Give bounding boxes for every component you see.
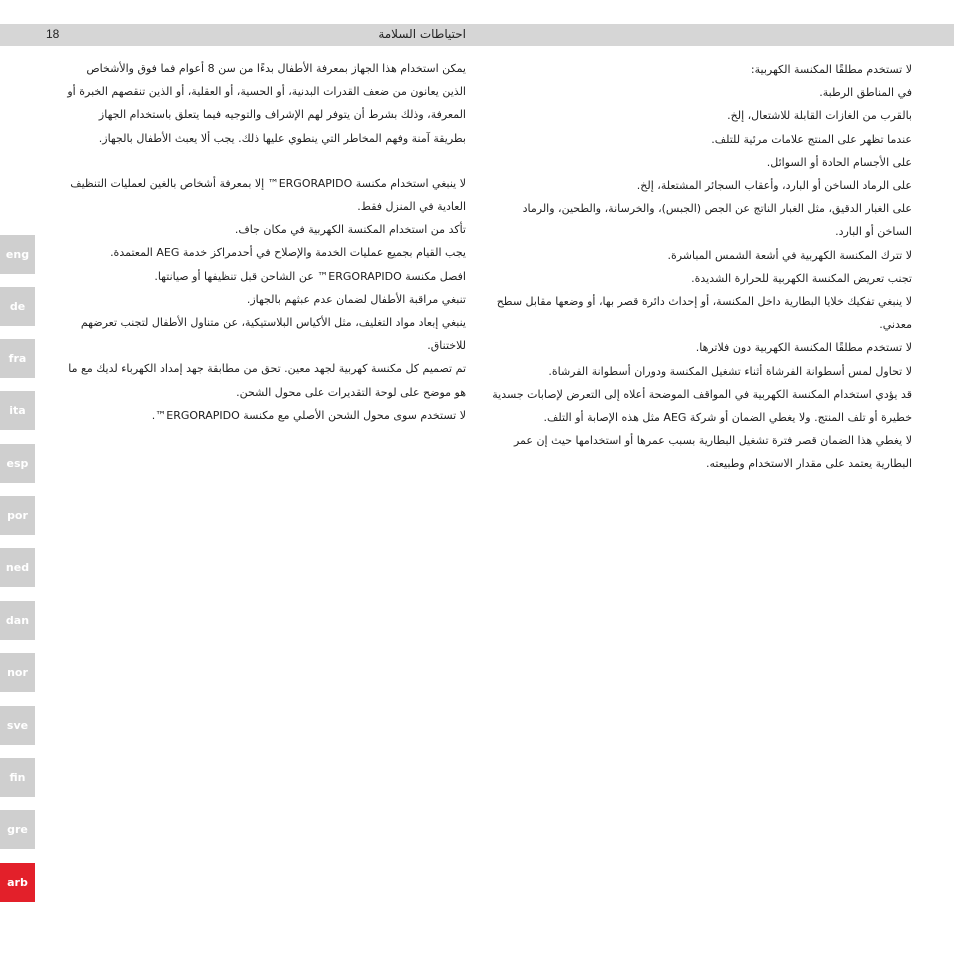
paragraph: بالقرب من الغازات القابلة للاشتعال، إلخ. bbox=[727, 109, 912, 123]
lang-tab-fra[interactable] bbox=[0, 339, 35, 378]
lang-tab-label: por bbox=[7, 509, 28, 522]
section-title: احتياطات السلامة bbox=[378, 27, 466, 41]
lang-tab-label: sve bbox=[6, 719, 29, 732]
lang-tab-sve[interactable] bbox=[0, 706, 35, 745]
lang-tab-dan[interactable] bbox=[0, 601, 35, 640]
lang-tab-label: arb bbox=[7, 876, 28, 889]
lang-tab-eng[interactable] bbox=[0, 235, 35, 274]
lang-tab-label: dan bbox=[5, 614, 30, 627]
lang-tab-label: ita bbox=[9, 404, 26, 417]
paragraph: لا تترك المكنسة الكهربية في أشعة الشمس المباشرة. bbox=[667, 248, 912, 262]
paragraph: ينبغي إبعاد مواد التغليف، مثل الأكياس البلاستيكية، عن متناول الأطفال لتجنب تعرضهم للاختناق. bbox=[80, 316, 466, 353]
paragraph: لا يغطي هذا الضمان قصر فترة تشغيل البطارية بسبب عمرها أو استخدامها حيث إن عمر البطارية يعتمد على مقدار الاستخدام وطبيعته. bbox=[513, 434, 912, 471]
lang-tab-label: fin bbox=[9, 771, 26, 784]
lang-tab-label: nor bbox=[7, 666, 28, 679]
lang-tab-ita[interactable] bbox=[0, 391, 35, 430]
lang-tab-label: fra bbox=[8, 352, 27, 365]
spacer bbox=[66, 150, 466, 172]
lang-tab-gre[interactable] bbox=[0, 810, 35, 849]
intro-paragraph: يمكن استخدام هذا الجهاز بمعرفة الأطفال بدءًا من سن 8 أعوام فما فوق والأشخاص الذين يعانون من ضعف القدرات البدنية، أو الحسية، أو العقلية، أو الذين تنقصهم الخبرة أو المعرفة، وذلك بشرط أن يتوفر لهم الإشراف والتوجيه فيما يتعلق باستخدام الجهاز بطريقة آمنة وفهم المخاطر التي ينطوي عليها ذلك. يجب ألا يعبث الأطفال بالجهاز. bbox=[67, 62, 466, 145]
lang-tab-label: gre bbox=[7, 823, 28, 836]
paragraph: لا تستخدم سوى محول الشحن الأصلي مع مكنسة ERGORAPIDO™. bbox=[151, 408, 466, 422]
page-number: 18 bbox=[46, 27, 60, 41]
paragraph: لا ينبغي تفكيك خلايا البطارية داخل المكنسة، أو إحداث دائرة قصر بها، أو وضعها مقابل سطح معدني. bbox=[496, 295, 912, 332]
left-column bbox=[66, 57, 466, 427]
lang-tab-nor[interactable] bbox=[0, 653, 35, 692]
lang-tab-label: ned bbox=[5, 561, 30, 574]
lang-tab-de[interactable] bbox=[0, 287, 35, 326]
lang-tab-por[interactable] bbox=[0, 496, 35, 535]
paragraph: تأكد من استخدام المكنسة الكهربية في مكان جاف. bbox=[234, 223, 466, 237]
paragraph: على الرماد الساخن أو البارد، وأعقاب السجائر المشتعلة، إلخ. bbox=[636, 179, 912, 193]
lang-tab-fin[interactable] bbox=[0, 758, 35, 797]
lang-tab-arb[interactable] bbox=[0, 863, 35, 902]
right-column bbox=[487, 58, 912, 476]
paragraph: تجنب تعريض المكنسة الكهربية للحرارة الشديدة. bbox=[691, 271, 912, 285]
header-bar bbox=[0, 24, 954, 46]
paragraph: لا تستخدم مطلقًا المكنسة الكهربية: bbox=[750, 63, 912, 76]
paragraph: على الغبار الدقيق، مثل الغبار الناتج عن الجص (الجبس)، والخرسانة، والطحين، والرماد الساخن أو البارد. bbox=[522, 202, 912, 239]
paragraph: على الأجسام الحادة أو السوائل. bbox=[766, 155, 912, 169]
paragraph: لا تستخدم مطلقًا المكنسة الكهربية دون فلاترها. bbox=[695, 341, 912, 355]
lang-tab-esp[interactable] bbox=[0, 444, 35, 483]
paragraph: تنبغي مراقبة الأطفال لضمان عدم عبثهم بالجهاز. bbox=[246, 292, 466, 306]
lang-tab-label: eng bbox=[5, 248, 30, 261]
paragraph: لا ينبغي استخدام مكنسة ERGORAPIDO™ إلا بمعرفة أشخاص بالغين لعمليات التنظيف العادية في المنزل فقط. bbox=[70, 176, 466, 214]
paragraph: لا تحاول لمس أسطوانة الفرشاة أثناء تشغيل المكنسة ودوران أسطوانة الفرشاة. bbox=[548, 364, 912, 378]
paragraph: افصل مكنسة ERGORAPIDO™ عن الشاحن قبل تنظيفها أو صيانتها. bbox=[154, 269, 466, 283]
lang-tab-ned[interactable] bbox=[0, 548, 35, 587]
paragraph: تم تصميم كل مكنسة كهربية لجهد معين. تحق من مطابقة جهد إمداد الكهرباء لديك مع ما هو موضح على لوحة التقديرات على محول الشحن. bbox=[68, 362, 466, 399]
paragraph: عندما تظهر على المنتج علامات مرئية للتلف. bbox=[711, 132, 912, 146]
lang-tab-label: de bbox=[9, 300, 26, 313]
paragraph: يجب القيام بجميع عمليات الخدمة والإصلاح في أحدمراكز خدمة AEG المعتمدة. bbox=[110, 246, 466, 260]
paragraph: في المناطق الرطبة. bbox=[819, 86, 912, 100]
lang-tab-label: esp bbox=[6, 457, 29, 470]
paragraph: قد يؤدي استخدام المكنسة الكهربية في المواقف الموضحة أعلاه إلى التعرض لإصابات جسدية خطيرة أو تلف المنتج. ولا يغطي الضمان أو شركة AEG مثل هذه الإصابة أو التلف. bbox=[492, 387, 912, 425]
